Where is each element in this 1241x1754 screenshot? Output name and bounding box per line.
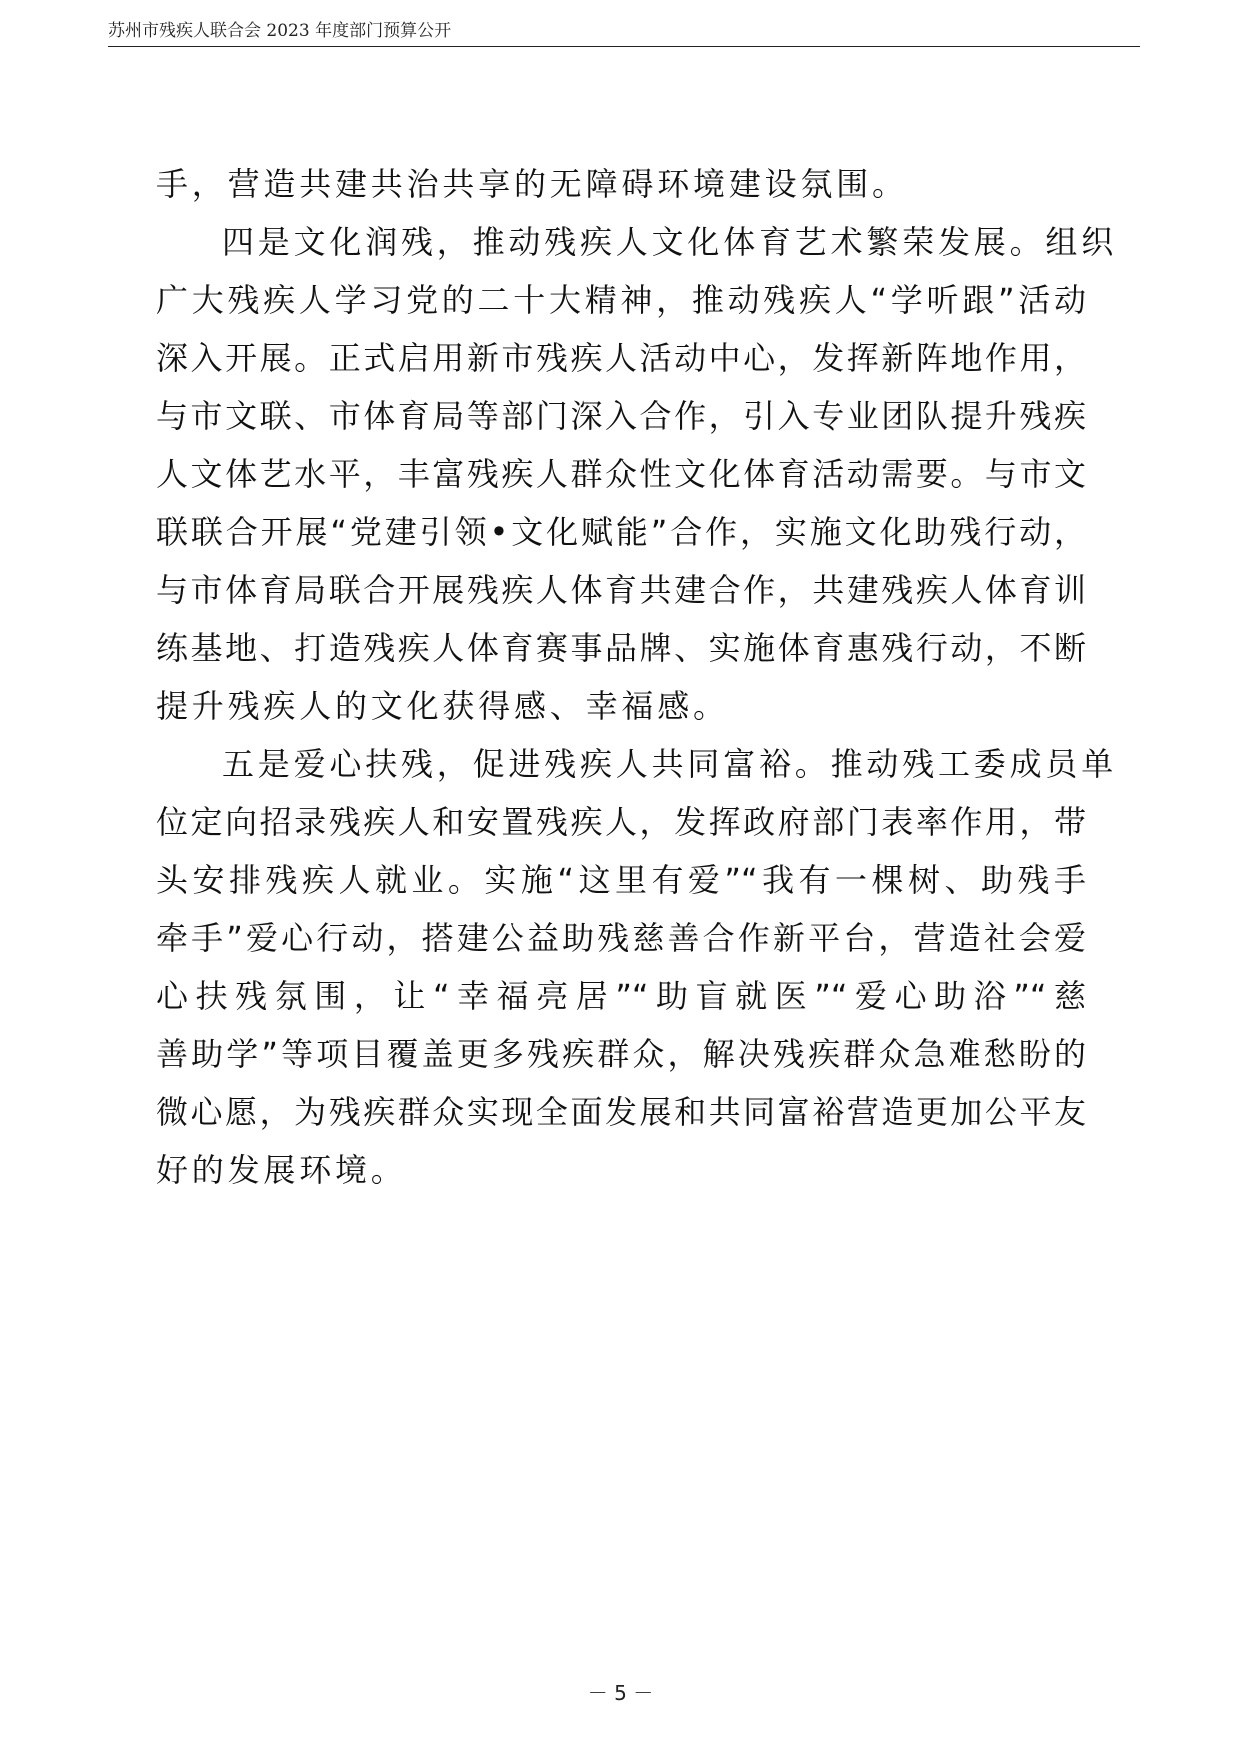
page-header: 苏州市残疾人联合会 2023 年度部门预算公开: [108, 21, 452, 41]
paragraph-line: 头安排残疾人就业。实施“这里有爱”“我有一棵树、助残手: [156, 861, 1086, 899]
paragraph-line: 五是爱心扶残，促进残疾人共同富裕。推动残工委成员单: [222, 745, 1118, 783]
body-text: [156, 155, 1118, 1199]
header-divider: [108, 46, 1140, 47]
paragraph-line: 善助学”等项目覆盖更多残疾群众，解决残疾群众急难愁盼的: [156, 1035, 1086, 1073]
paragraph-line: 广大残疾人学习党的二十大精神，推动残疾人“学听跟”活动: [156, 281, 1086, 319]
paragraph-line: 手，营造共建共治共享的无障碍环境建设氛围。: [156, 165, 908, 203]
paragraph-line: 深入开展。正式启用新市残疾人活动中心，发挥新阵地作用，: [156, 339, 1086, 377]
paragraph-line: 练基地、打造残疾人体育赛事品牌、实施体育惠残行动，不断: [156, 629, 1086, 667]
paragraph-line: 牵手”爱心行动，搭建公益助残慈善合作新平台，营造社会爱: [156, 919, 1086, 957]
paragraph-line: 四是文化润残，推动残疾人文化体育艺术繁荣发展。组织: [222, 223, 1118, 261]
paragraph-line: 与市文联、市体育局等部门深入合作，引入专业团队提升残疾: [156, 397, 1086, 435]
page-number: － 5 －: [587, 1681, 654, 1705]
paragraph-line: 微心愿，为残疾群众实现全面发展和共同富裕营造更加公平友: [156, 1093, 1086, 1131]
paragraph-line: 人文体艺水平，丰富残疾人群众性文化体育活动需要。与市文: [156, 455, 1086, 493]
paragraph-line: 好的发展环境。: [156, 1151, 407, 1189]
paragraph-line: 提升残疾人的文化获得感、幸福感。: [156, 687, 729, 725]
paragraph-line: 心扶残氛围，让“幸福亮居”“助盲就医”“爱心助浴”“慈: [156, 977, 1086, 1015]
paragraph-line: 与市体育局联合开展残疾人体育共建合作，共建残疾人体育训: [156, 571, 1086, 609]
paragraph-line: 位定向招录残疾人和安置残疾人，发挥政府部门表率作用，带: [156, 803, 1086, 841]
paragraph-line: 联联合开展“党建引领•文化赋能”合作，实施文化助残行动，: [156, 513, 1086, 551]
